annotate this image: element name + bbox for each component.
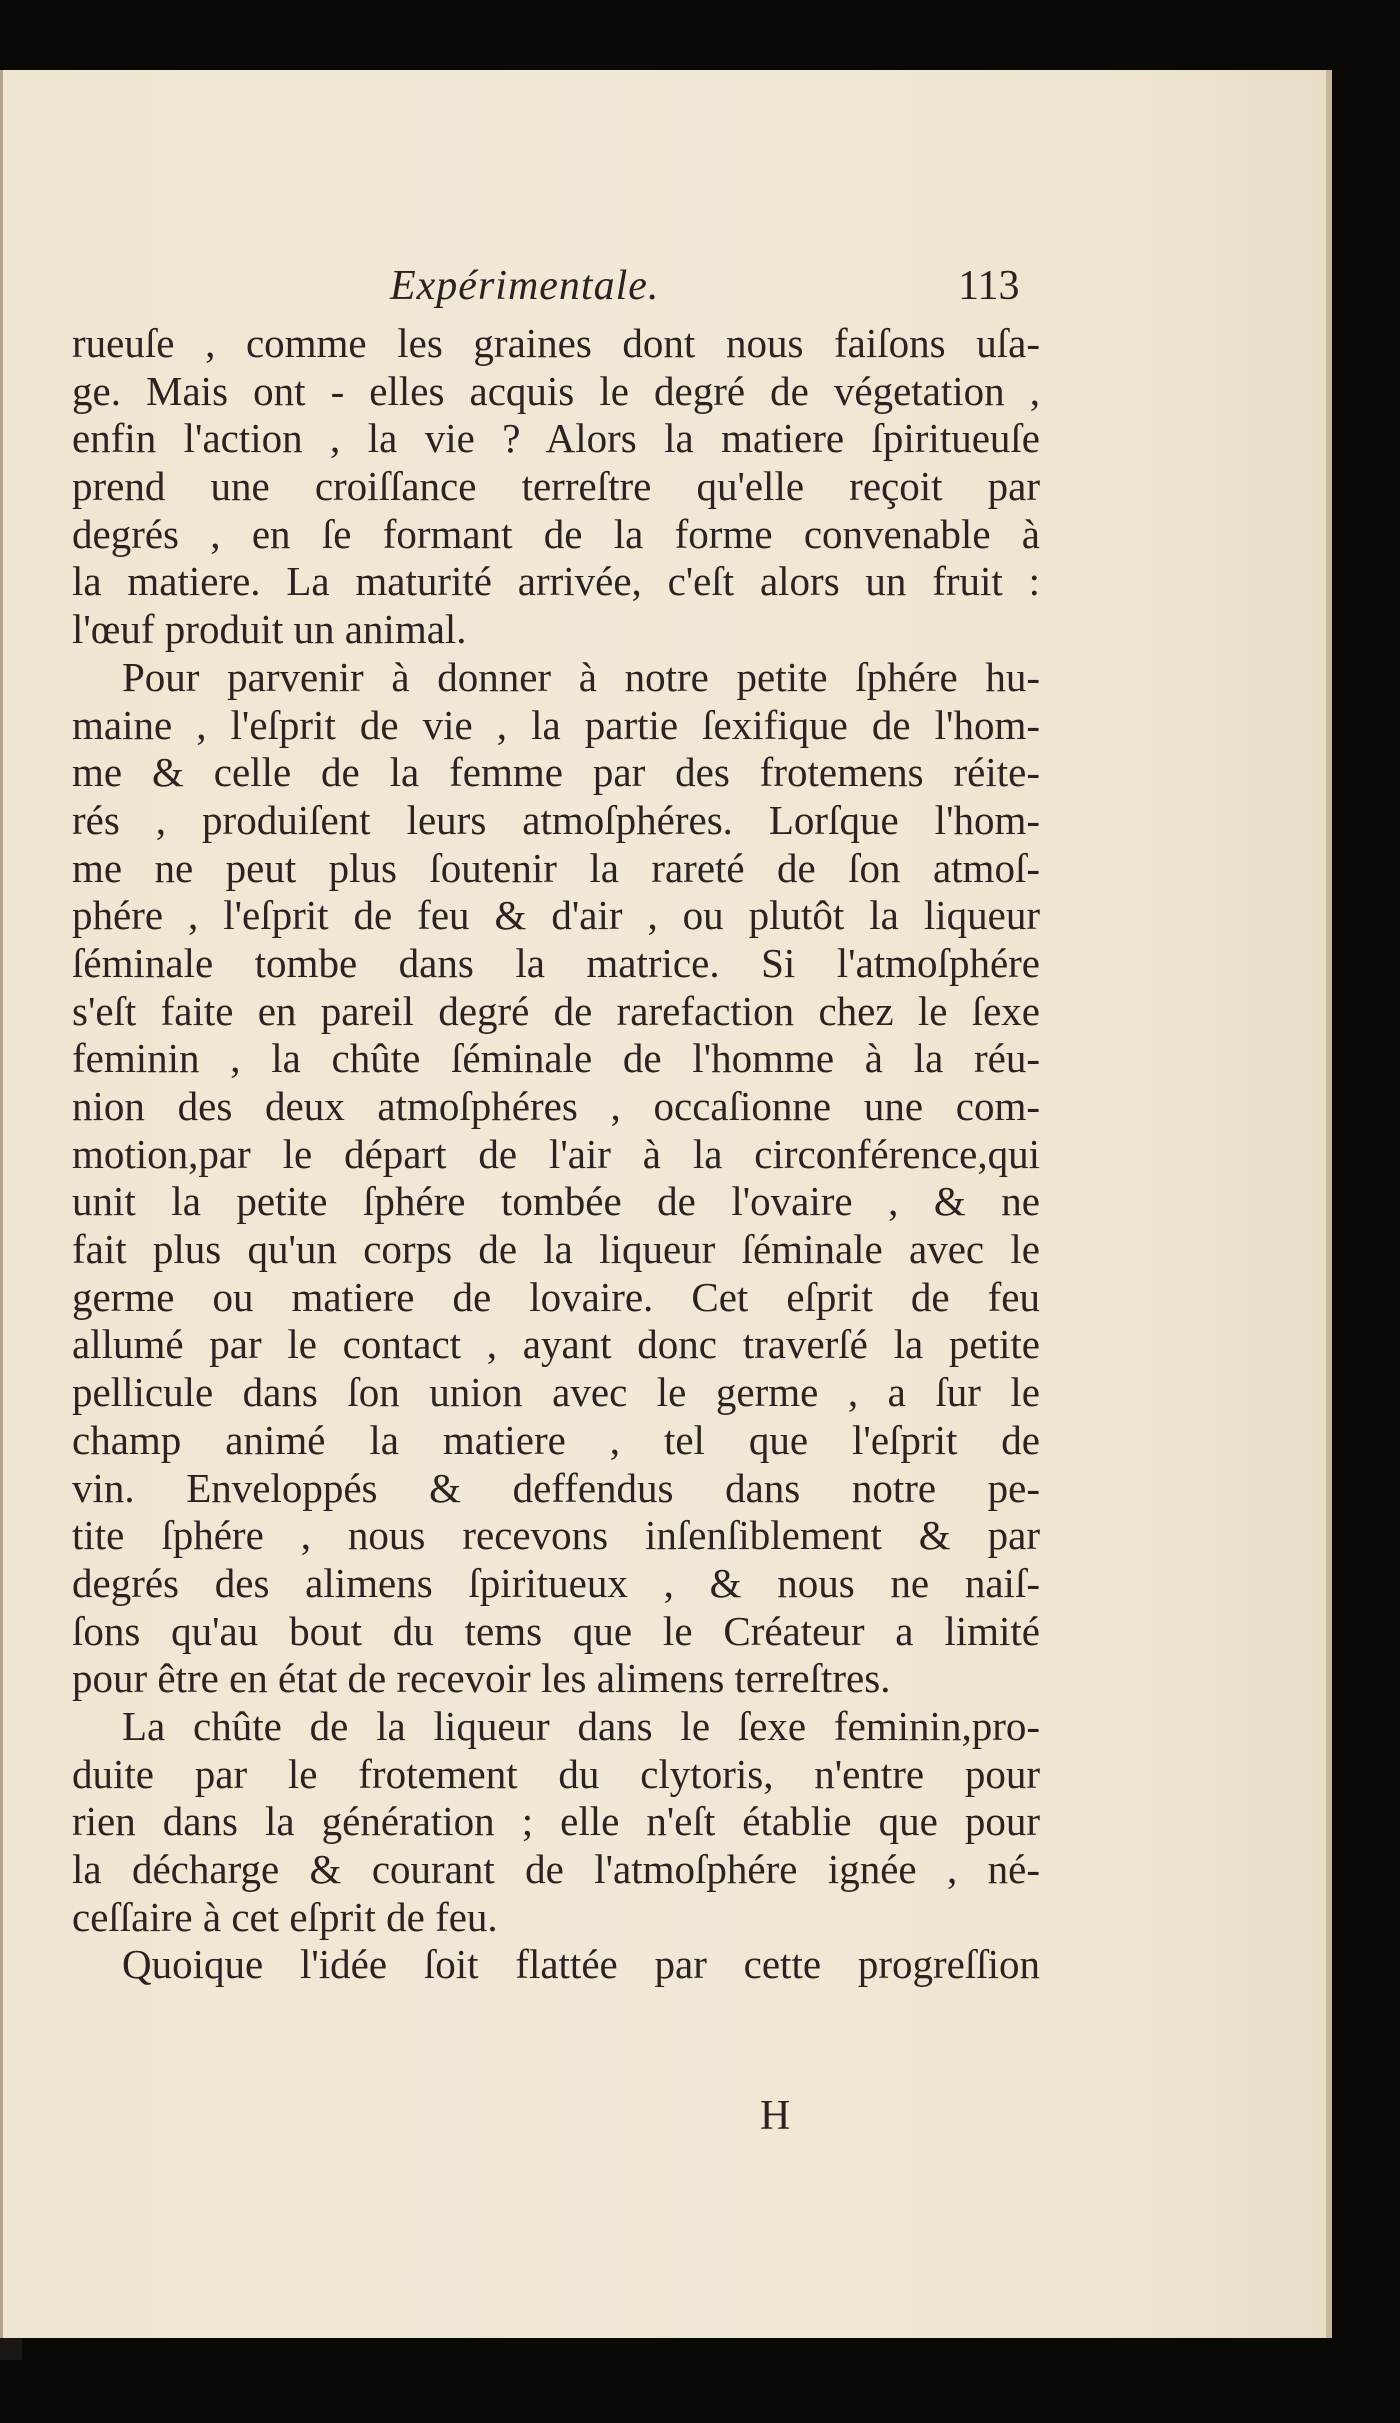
text-line: degrés des alimens ſpiritueux , & nous ne naiſ- <box>72 1559 1040 1606</box>
text-line: prend une croiſſance terreſtre qu'elle reçoit par <box>72 463 1040 510</box>
text-line: motion,par le départ de l'air à la circonférence,qui <box>72 1130 1040 1177</box>
page-header <box>0 262 1100 318</box>
signature-mark: H <box>760 2093 791 2139</box>
text-line: maine , l'eſprit de vie , la partie ſexifique de l'hom- <box>72 701 1040 748</box>
text-line: me ne peut plus ſoutenir la rareté de ſon atmoſ- <box>72 844 1040 891</box>
text-line: Quoique l'idée ſoit flattée par cette progreſſion <box>122 1941 1040 1988</box>
text-line: ſons qu'au bout du tems que le Créateur a limité <box>72 1607 1040 1654</box>
text-line: ge. Mais ont - elles acquis le degré de végetation , <box>72 367 1040 414</box>
text-line: ceſſaire à cet eſprit de feu. <box>72 1893 498 1940</box>
text-line: nion des deux atmoſphéres , occaſionne une com- <box>72 1083 1040 1129</box>
text-line: Pour parvenir à donner à notre petite ſphére hu- <box>122 653 1040 700</box>
text-line: vin. Enveloppés & deffendus dans notre pe- <box>72 1464 1040 1511</box>
text-line: pellicule dans ſon union avec le germe , a ſur le <box>72 1369 1040 1416</box>
text-line: l'œuf produit un animal. <box>72 606 467 653</box>
text-line: la décharge & courant de l'atmoſphére ignée , né- <box>72 1846 1040 1892</box>
text-line: phére , l'eſprit de feu & d'air , ou plutôt la liqueur <box>72 892 1040 939</box>
body-text <box>72 320 1040 1989</box>
text-line: duite par le frotement du clytoris, n'entre pour <box>72 1750 1040 1797</box>
text-line: La chûte de la liqueur dans le ſexe feminin,pro- <box>122 1702 1040 1749</box>
text-line: ſéminale tombe dans la matrice. Si l'atmoſphére <box>72 939 1040 986</box>
page-number: 113 <box>958 263 1020 309</box>
text-line: fait plus qu'un corps de la liqueur ſéminale avec le <box>72 1226 1040 1273</box>
running-title: Expérimentale. <box>390 263 660 309</box>
text-line: rueuſe , comme les graines dont nous faiſons uſa- <box>72 320 1040 366</box>
text-line: rés , produiſent leurs atmoſphéres. Lorſque l'hom- <box>72 796 1040 843</box>
text-line: allumé par le contact , ayant donc traverſé la petite <box>72 1321 1040 1368</box>
text-line: unit la petite ſphére tombée de l'ovaire , & ne <box>72 1178 1040 1225</box>
book-page <box>0 70 1332 2338</box>
text-line: feminin , la chûte ſéminale de l'homme à la réu- <box>72 1035 1040 1082</box>
text-line: germe ou matiere de lovaire. Cet eſprit de feu <box>72 1273 1040 1320</box>
text-line: enfin l'action , la vie ? Alors la matiere ſpiritueuſe <box>72 415 1040 462</box>
text-line: la matiere. La maturité arrivée, c'eſt alors un fruit : <box>72 558 1040 605</box>
text-line: degrés , en ſe formant de la forme convenable à <box>72 510 1040 557</box>
text-line: champ animé la matiere , tel que l'eſprit de <box>72 1416 1040 1463</box>
text-line: pour être en état de recevoir les alimens terreſtres. <box>72 1655 891 1702</box>
text-line: rien dans la génération ; elle n'eſt établie que pour <box>72 1798 1040 1845</box>
text-line: me & celle de la femme par des frotemens réite- <box>72 749 1040 796</box>
text-line: s'eſt faite en pareil degré de rarefaction chez le ſexe <box>72 987 1040 1034</box>
text-line: tite ſphére , nous recevons inſenſiblement & par <box>72 1512 1040 1559</box>
